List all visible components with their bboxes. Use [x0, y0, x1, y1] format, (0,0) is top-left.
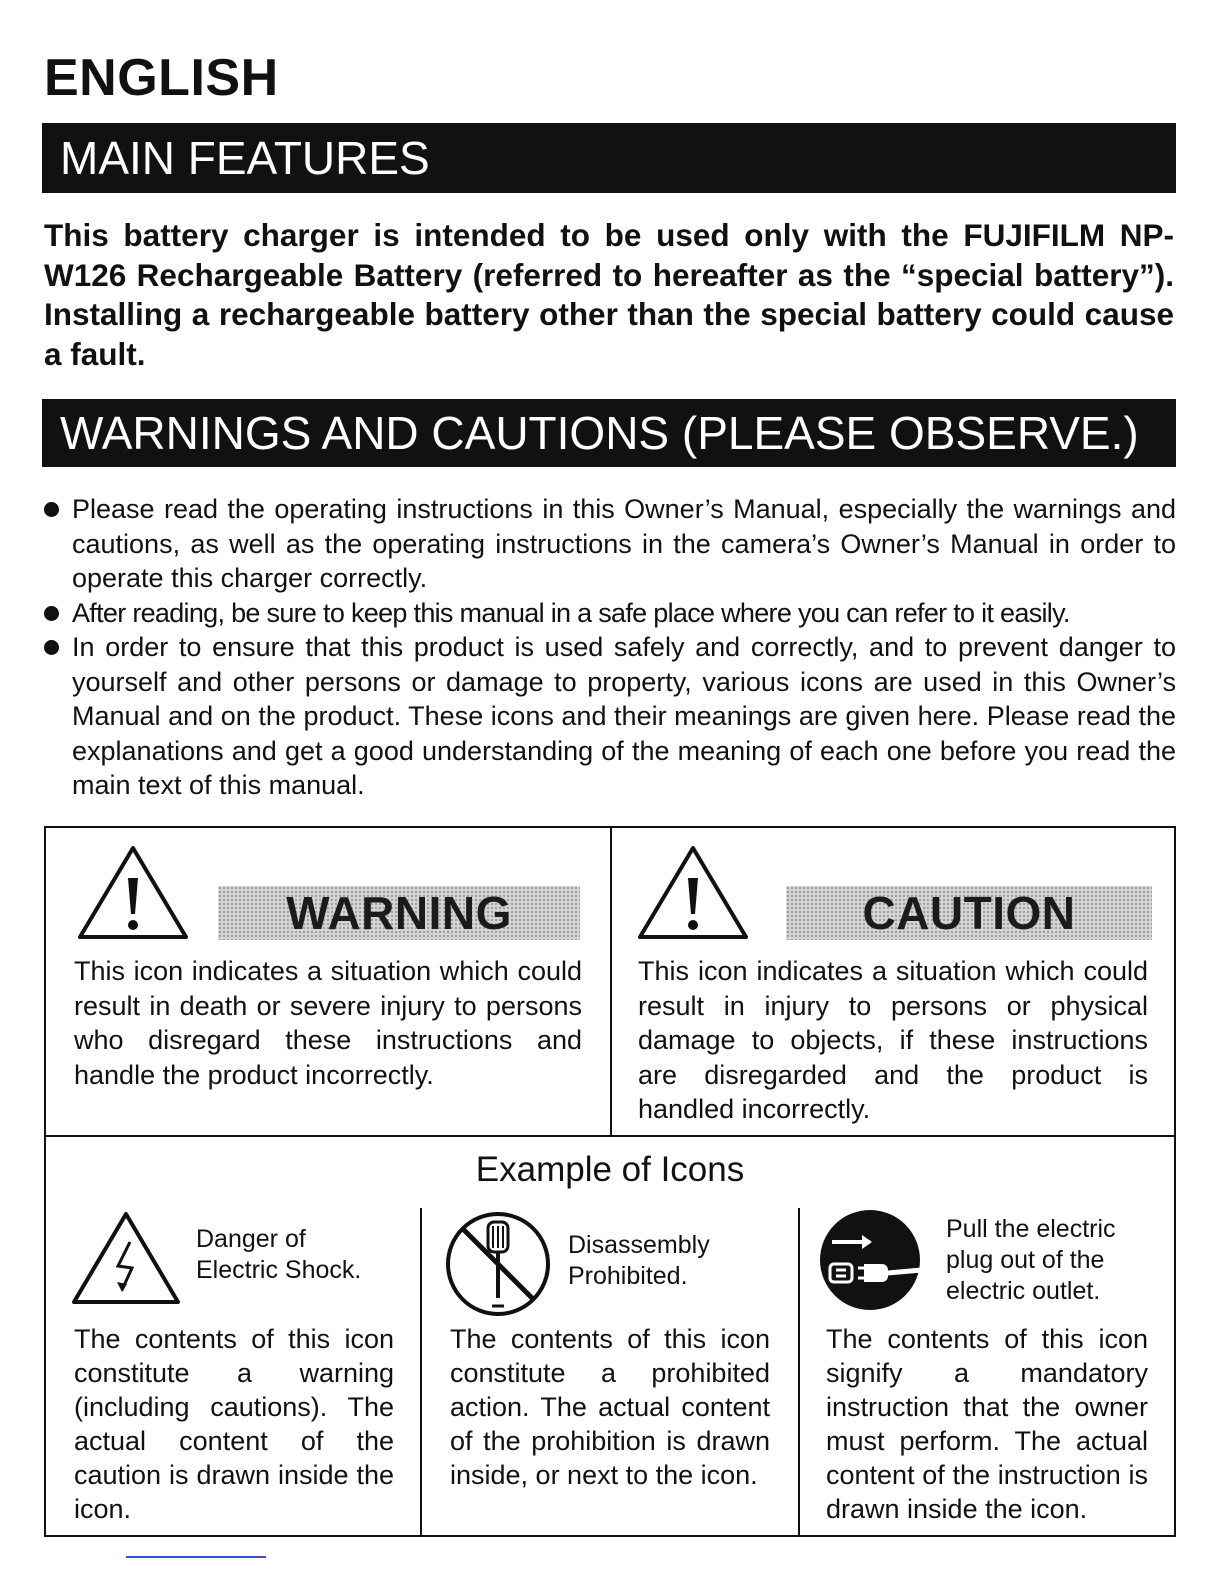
list-item — [44, 596, 1176, 631]
electric-shock-icon — [68, 1208, 184, 1308]
caption-line: Danger of — [196, 1225, 306, 1253]
list-item — [44, 492, 1176, 596]
bullet-icon — [44, 640, 59, 655]
warning-triangle-icon — [634, 842, 752, 942]
warning-panel — [46, 828, 610, 1135]
warnings-bullet-list — [44, 492, 1176, 803]
divider — [46, 1135, 1174, 1137]
footer-rule — [126, 1556, 266, 1558]
main-features-text: This battery charger is intended to be used only with the FUJIFILM NP-W126 Rechargeable Battery (referred to hereafter as the “special battery”). Installing a rechargeable battery other than the special battery could cause a fault. — [44, 217, 1174, 372]
bullet-text: In order to ensure that this product is used safely and correctly, and to prevent danger to yourself and other persons or damage to property, various icons are used in this Owner’s Manual and on the product. These icons and their meanings are given here. Please read the explanations and get a good understanding of the meaning of each one before you read the main text of this manual. — [72, 632, 1176, 800]
caption-line: Electric Shock. — [196, 1256, 362, 1284]
bullet-icon — [44, 502, 59, 517]
example-caption — [196, 1224, 361, 1286]
example-unplug — [800, 1208, 1176, 1537]
bullet-text: After reading, be sure to keep this manual in a safe place where you can refer to it easily. — [72, 597, 1070, 628]
caption-line: Prohibited. — [568, 1262, 688, 1290]
unplug-icon — [818, 1208, 922, 1312]
warning-signal-word: WARNING — [218, 886, 580, 940]
disassembly-prohibited-icon — [442, 1208, 554, 1320]
bullet-text: Please read the operating instructions in this Owner’s Manual, especially the warnings and cautions, as well as the operating instructions in the camera’s Owner’s Manual in order to operate this charger correctly. — [72, 494, 1176, 593]
caption-line: Disassembly — [568, 1231, 710, 1259]
example-description: The contents of this icon constitute a warning (including cautions). The actual content of the caution is drawn inside the icon. — [74, 1324, 394, 1524]
example-caption — [568, 1230, 710, 1292]
example-description: The contents of this icon signify a mandatory instruction that the owner must perform. The actual content of the instruction is drawn inside the icon. — [826, 1324, 1148, 1524]
example-disassembly-prohibited — [422, 1208, 798, 1537]
main-features-heading: MAIN FEATURES — [42, 123, 1176, 193]
warning-description: This icon indicates a situation which could result in death or severe injury to persons who disregard these instructions and handle the product incorrectly. — [74, 956, 582, 1090]
warning-triangle-icon — [74, 842, 192, 942]
example-caption — [946, 1214, 1116, 1307]
caution-signal-word: CAUTION — [786, 886, 1152, 940]
icon-legend-box — [44, 826, 1176, 1537]
caption-line: plug out of the — [946, 1246, 1105, 1274]
caution-description: This icon indicates a situation which could result in injury to persons or physical damage to objects, if these instructions are disregarded and the product is handled incorrectly. — [638, 956, 1148, 1124]
list-item — [44, 630, 1176, 803]
example-electric-shock — [46, 1208, 420, 1537]
caption-line: electric outlet. — [946, 1277, 1101, 1305]
bullet-icon — [44, 606, 59, 621]
caution-panel — [612, 828, 1176, 1135]
warnings-heading: WARNINGS AND CAUTIONS (PLEASE OBSERVE.) — [42, 399, 1176, 467]
example-description: The contents of this icon constitute a prohibited action. The actual content of the prohibition is drawn inside, or next to the icon. — [450, 1324, 770, 1490]
language-heading: ENGLISH — [44, 49, 279, 107]
examples-title: Example of Icons — [475, 1150, 745, 1189]
caption-line: Pull the electric — [946, 1215, 1116, 1243]
